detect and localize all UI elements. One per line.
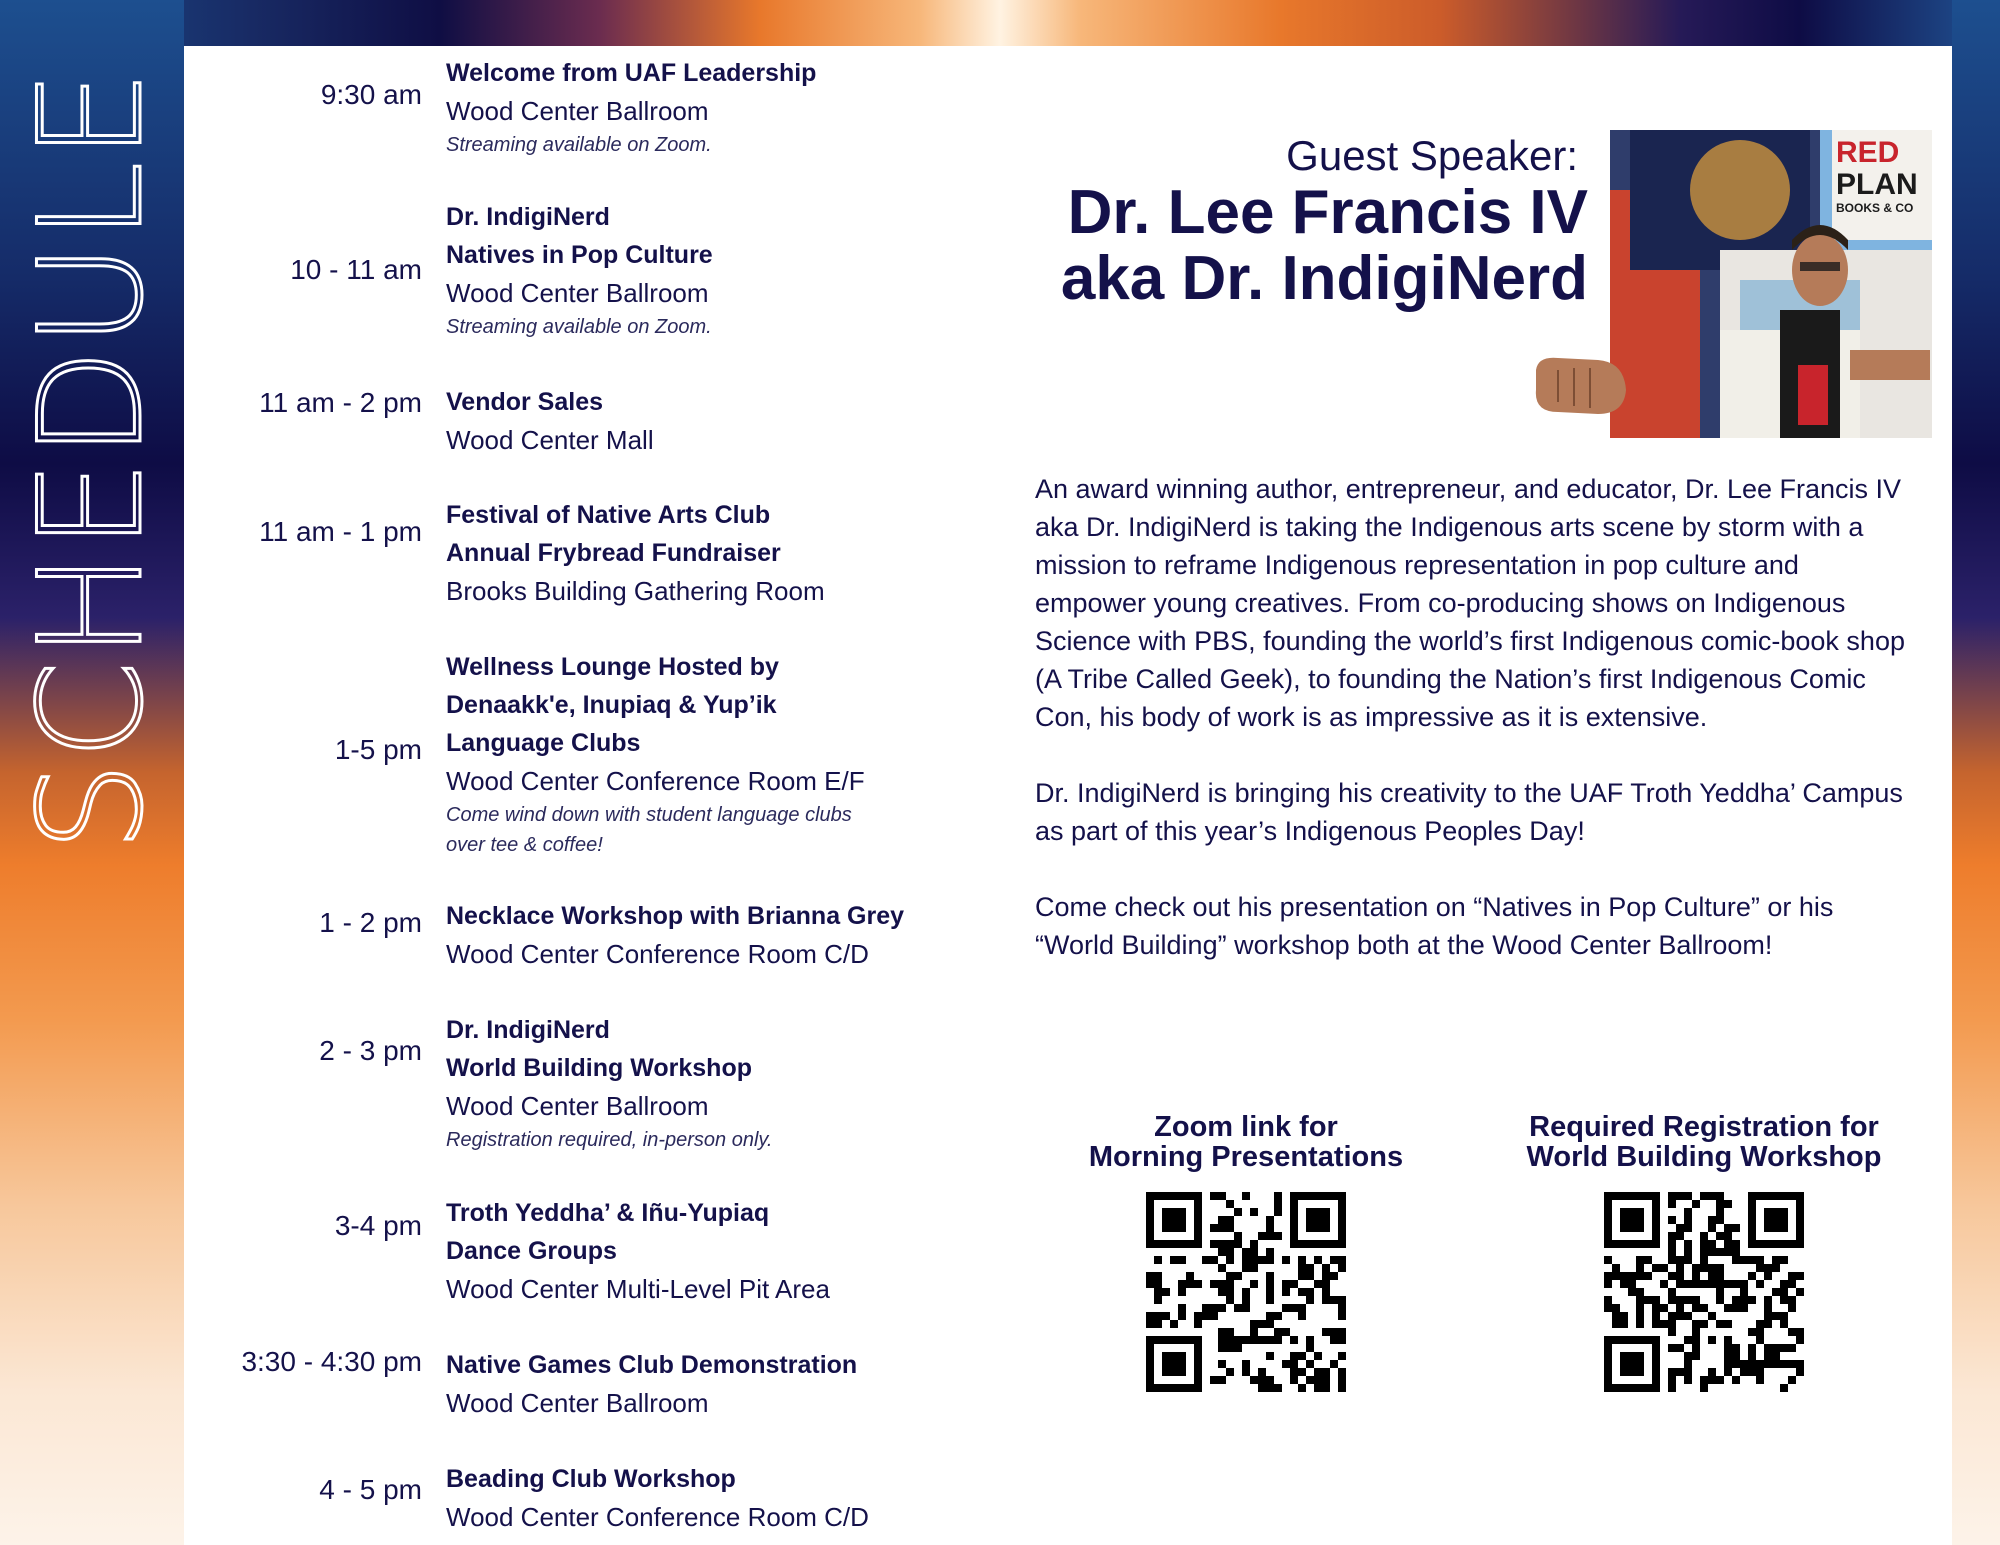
registration-qr-section [1494, 1112, 1914, 1172]
event-note: Streaming available on Zoom. [446, 316, 712, 338]
svg-text:BOOKS & CO: BOOKS & CO [1836, 201, 1914, 215]
event-details [446, 897, 946, 973]
event-details [446, 496, 946, 610]
event-location: Wood Center Conference Room C/D [446, 939, 869, 969]
event-details [446, 1460, 946, 1536]
event-details [446, 1011, 946, 1155]
event-note: Streaming available on Zoom. [446, 134, 712, 156]
registration-qr-label: Required Registration for [1529, 1111, 1879, 1143]
event-location: Wood Center Ballroom [446, 96, 709, 126]
event-title: Dr. IndigiNerd [446, 203, 610, 231]
event-time: 3-4 pm [334, 1210, 422, 1241]
event-time: 11 am - 1 pm [259, 516, 422, 547]
zoom-qr-code[interactable] [1146, 1192, 1346, 1392]
registration-qr-label: World Building Workshop [1526, 1141, 1882, 1173]
event-title: Wellness Lounge Hosted by [446, 653, 779, 681]
event-location: Wood Center Conference Room E/F [446, 766, 865, 796]
speaker-name [1061, 180, 1588, 312]
event-title: Necklace Workshop with Brianna Grey [446, 902, 905, 930]
registration-qr-code[interactable] [1604, 1192, 1804, 1392]
event-time: 9:30 am [320, 79, 422, 110]
event-title: Dance Groups [446, 1237, 617, 1265]
bio-paragraph: Come check out his presentation on “Natives in Pop Culture” or his “World Building” workshop both at the Wood Center Ballroom! [1035, 892, 1834, 960]
speaker-bio [1035, 470, 1915, 1002]
event-title: Denaakk'e, Inupiaq & Yup’ik [446, 691, 777, 719]
speaker-photo [1610, 130, 1932, 438]
event-note: Come wind down with student language clubs [446, 804, 852, 826]
event-title: World Building Workshop [446, 1054, 752, 1082]
bio-paragraph: Dr. IndigiNerd is bringing his creativity to the UAF Troth Yeddha’ Campus as part of this year’s Indigenous Peoples Day! [1035, 778, 1903, 846]
event-details [446, 54, 946, 160]
event-location: Wood Center Multi-Level Pit Area [446, 1274, 830, 1304]
event-location: Wood Center Ballroom [446, 1091, 709, 1121]
event-details [446, 1346, 946, 1422]
event-time: 1-5 pm [334, 734, 422, 765]
event-title: Troth Yeddha’ & Iñu-Yupiaq [446, 1199, 770, 1227]
event-title: Native Games Club Demonstration [446, 1351, 858, 1379]
event-title: Natives in Pop Culture [446, 241, 713, 269]
event-title: Language Clubs [446, 729, 641, 757]
event-details [446, 198, 946, 342]
event-title: Vendor Sales [446, 388, 604, 416]
event-details [446, 1194, 946, 1308]
schedule-heading: SCHEDULE [9, 68, 174, 852]
guest-speaker-label: Guest Speaker: [1286, 132, 1578, 179]
svg-text:PLAN: PLAN [1836, 168, 1918, 201]
bio-paragraph: An award winning author, entrepreneur, and educator, Dr. Lee Francis IV aka Dr. IndigiNerd is taking the Indigenous arts scene by storm with a mission to reframe Indigenous representation in pop culture and empower young creatives. From co-producing shows on Indigenous Science with PBS, founding the world’s first Indigenous comic-book shop (A Tribe Called Geek), to founding the Nation’s first Indigenous Comic Con, his body of work is as impressive as it is extensive. [1035, 474, 1905, 732]
event-time: 3:30 - 4:30 pm [241, 1346, 422, 1377]
event-time: 11 am - 2 pm [259, 387, 422, 418]
event-location: Wood Center Mall [446, 425, 654, 455]
event-location: Wood Center Ballroom [446, 278, 709, 308]
zoom-qr-label: Zoom link for [1154, 1111, 1338, 1143]
speaker-alias-line: aka Dr. IndigiNerd [1060, 244, 1588, 313]
right-gradient-band [1952, 0, 2000, 1545]
event-time: 2 - 3 pm [319, 1035, 422, 1066]
svg-text:RED: RED [1836, 136, 1900, 169]
event-details [446, 648, 946, 860]
event-time: 4 - 5 pm [319, 1474, 422, 1505]
event-title: Dr. IndigiNerd [446, 1016, 610, 1044]
speaker-name-line: Dr. Lee Francis IV [1067, 178, 1588, 247]
event-note: Registration required, in-person only. [446, 1129, 773, 1151]
zoom-qr-section [1036, 1112, 1456, 1172]
event-title: Beading Club Workshop [446, 1465, 736, 1493]
fist-icon [1528, 350, 1628, 420]
speaker-photo-illustration [1610, 130, 1932, 438]
event-location: Wood Center Ballroom [446, 1388, 709, 1418]
event-title: Festival of Native Arts Club [446, 501, 771, 529]
event-title: Welcome from UAF Leadership [446, 59, 817, 87]
event-time: 1 - 2 pm [319, 907, 422, 938]
event-title: Annual Frybread Fundraiser [446, 539, 781, 567]
event-location: Brooks Building Gathering Room [446, 576, 825, 606]
event-location: Wood Center Conference Room C/D [446, 1502, 869, 1532]
zoom-qr-label: Morning Presentations [1088, 1141, 1404, 1173]
event-note: over tee & coffee! [446, 834, 603, 856]
event-time: 10 - 11 am [290, 254, 422, 285]
event-details [446, 383, 946, 459]
